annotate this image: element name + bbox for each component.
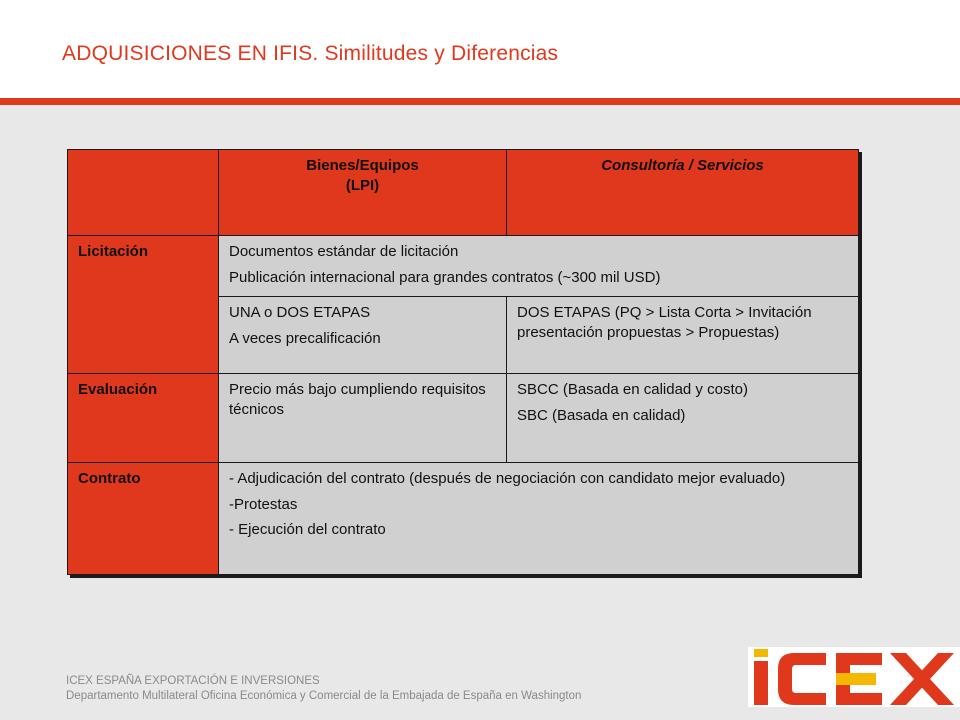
cell-text: Publicación internacional para grandes contratos (~300 mil USD) bbox=[229, 268, 661, 286]
footer-department: Departamento Multilateral Oficina Económica y Comercial de la Embajada de España en Washington bbox=[66, 690, 582, 702]
header-consulting-cell: Consultoría / Servicios bbox=[507, 150, 859, 236]
header-goods-cell bbox=[219, 150, 507, 236]
cell-text: Documentos estándar de licitación bbox=[229, 243, 459, 260]
cell-text: - Adjudicación del contrato (después de negociación con candidato mejor evaluado) bbox=[229, 470, 786, 487]
comparison-table bbox=[67, 149, 859, 575]
row-label-evaluacion: Evaluación bbox=[68, 374, 219, 463]
cell-text: A veces precalificación bbox=[229, 329, 381, 347]
footer bbox=[66, 674, 581, 704]
cell-contrato-shared bbox=[219, 463, 859, 575]
header-corner-cell bbox=[68, 150, 219, 236]
cell-text: -Protestas bbox=[229, 495, 298, 513]
cell-licitacion-shared bbox=[219, 236, 859, 297]
cell-evaluacion-consulting bbox=[507, 374, 859, 463]
icex-logo bbox=[748, 647, 960, 707]
slide-title: ADQUISICIONES EN IFIS. Similitudes y Diferencias bbox=[62, 42, 559, 65]
header-divider bbox=[0, 98, 960, 105]
icex-logo-icon bbox=[748, 647, 960, 707]
footer-org: ICEX ESPAÑA EXPORTACIÓN E INVERSIONES bbox=[66, 675, 320, 687]
cell-text: SBCC (Basada en calidad y costo) bbox=[517, 381, 748, 398]
row-label-contrato: Contrato bbox=[68, 463, 219, 575]
cell-licitacion-consulting bbox=[507, 297, 859, 374]
cell-text: - Ejecución del contrato bbox=[229, 521, 386, 538]
cell-text: DOS ETAPAS (PQ > Lista Corta > Invitación presentación propuestas > Propuestas) bbox=[517, 304, 812, 341]
cell-text: SBC (Basada en calidad) bbox=[517, 406, 686, 424]
header-goods-line2: (LPI) bbox=[345, 176, 380, 194]
cell-evaluacion-goods bbox=[219, 374, 507, 463]
row-label-licitacion: Licitación bbox=[68, 236, 219, 374]
header-goods-line1: Bienes/Equipos bbox=[306, 157, 419, 174]
cell-licitacion-goods bbox=[219, 297, 507, 374]
cell-text: UNA o DOS ETAPAS bbox=[229, 304, 371, 321]
cell-text: Precio más bajo cumpliendo requisitos técnicos bbox=[229, 381, 486, 418]
